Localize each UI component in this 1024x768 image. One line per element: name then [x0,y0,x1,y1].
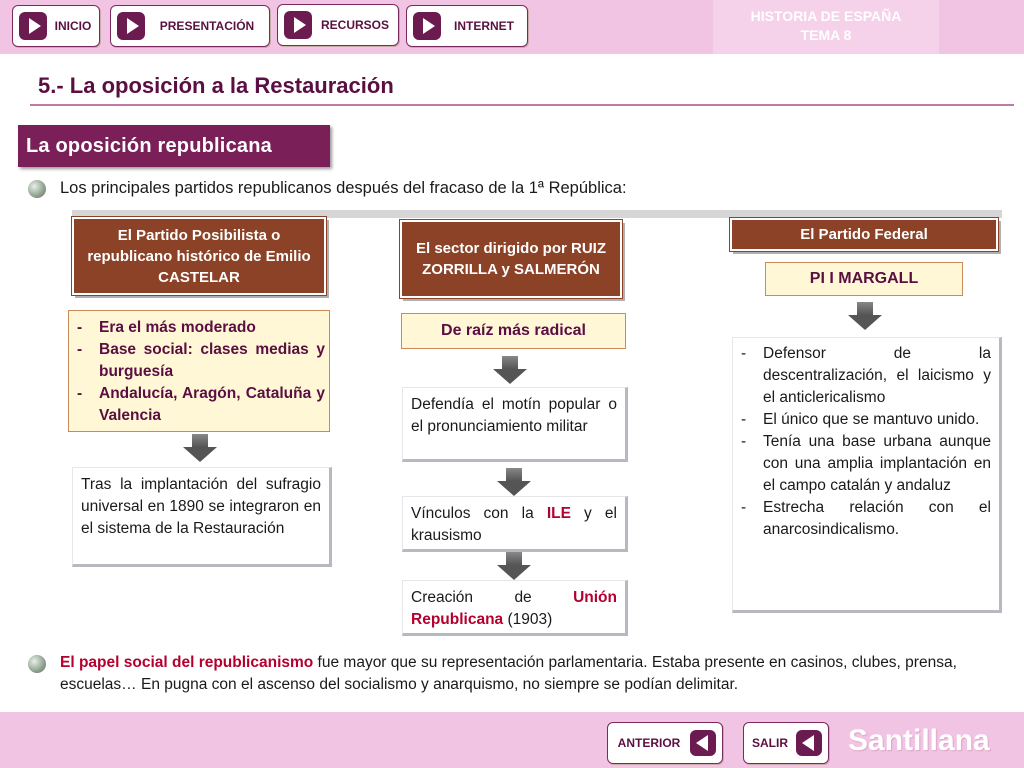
nav-presentacion-label: PRESENTACIÓN [159,19,255,33]
subject-header [713,0,939,54]
down-arrow-icon [497,552,531,580]
federal-header-text: El Partido Federal [800,226,928,243]
subject-line-2: TEMA 8 [800,27,852,43]
back-icon [690,730,716,756]
posibilista-header [72,217,326,295]
list-item: - Tenía una base urbana aunque con una amplia implantación en el campo catalán y andaluz [741,433,991,494]
nav-recursos-label: RECURSOS [320,18,389,32]
bottom-paragraph: El papel social del republicanismo fue mayor que su representación parlamentaria. Estaba presente en casinos, clubes, prensa, escuelas… En pugna con el ascenso del socialismo y anarquismo, no siempre se podían delimitar. [60,654,957,693]
list-item: - Era el más moderado [77,319,256,336]
nav-recursos-button[interactable] [277,4,399,46]
salir-label: SALIR [752,736,788,750]
list-item: - Defensor de la descentralización, el laicismo y el anticlericalismo [741,345,991,406]
list-item: - El único que se mantuvo unido. [741,411,980,428]
intro-text: Los principales partidos republicanos después del fracaso de la 1ª República: [60,179,627,197]
federal-header [730,218,998,251]
posibilista-features [68,310,330,432]
down-arrow-icon [497,468,531,496]
federal-features [732,337,1002,613]
list-item: - Base social: clases medias y burguesía [77,341,325,380]
list-item: - Andalucía, Aragón, Cataluña y Valencia [77,385,325,424]
down-arrow-icon [493,356,527,384]
down-arrow-icon [848,302,882,330]
nav-internet-button[interactable] [406,5,528,47]
page-title: 5.- La oposición a la Restauración [38,73,394,98]
back-icon [796,730,822,756]
down-arrow-icon [183,434,217,462]
zorrilla-header-text: El sector dirigido por RUIZ ZORRILLA y SALMERÓN [415,240,606,278]
salir-button[interactable] [743,722,829,764]
radical-subheader: De raíz más radical [401,313,626,349]
nav-internet-label: INTERNET [454,19,514,33]
play-icon [413,12,441,40]
play-icon [19,12,47,40]
nav-presentacion-button[interactable] [110,5,270,47]
title-divider [30,104,1014,106]
anterior-label: ANTERIOR [617,736,681,750]
zorrilla-point-3: Creación de Unión Republicana (1903) [402,580,628,636]
nav-inicio-label: INICIO [54,19,92,33]
play-icon [117,12,145,40]
nav-inicio-button[interactable] [12,5,100,47]
play-icon [284,11,312,39]
zorrilla-header [400,220,622,298]
subject-line-1: HISTORIA DE ESPAÑA [750,8,902,24]
posibilista-header-text: El Partido Posibilista o republicano histórico de Emilio CASTELAR [87,226,311,286]
bullet-icon [28,655,46,673]
zorrilla-point-1: Defendía el motín popular o el pronunciamiento militar [402,387,628,462]
anterior-button[interactable] [607,722,723,764]
section-title: La oposición republicana [18,125,330,167]
bullet-icon [28,180,46,198]
zorrilla-point-2: Vínculos con la ILE y el krausismo [402,496,628,552]
posibilista-outcome: Tras la implantación del sufragio universal en 1890 se integraron en el sistema de la Restauración [72,467,332,567]
brand-logo: Santillana [848,724,990,757]
list-item: - Estrecha relación con el anarcosindicalismo. [741,499,991,538]
pi-margall-subheader: PI I MARGALL [765,262,963,296]
